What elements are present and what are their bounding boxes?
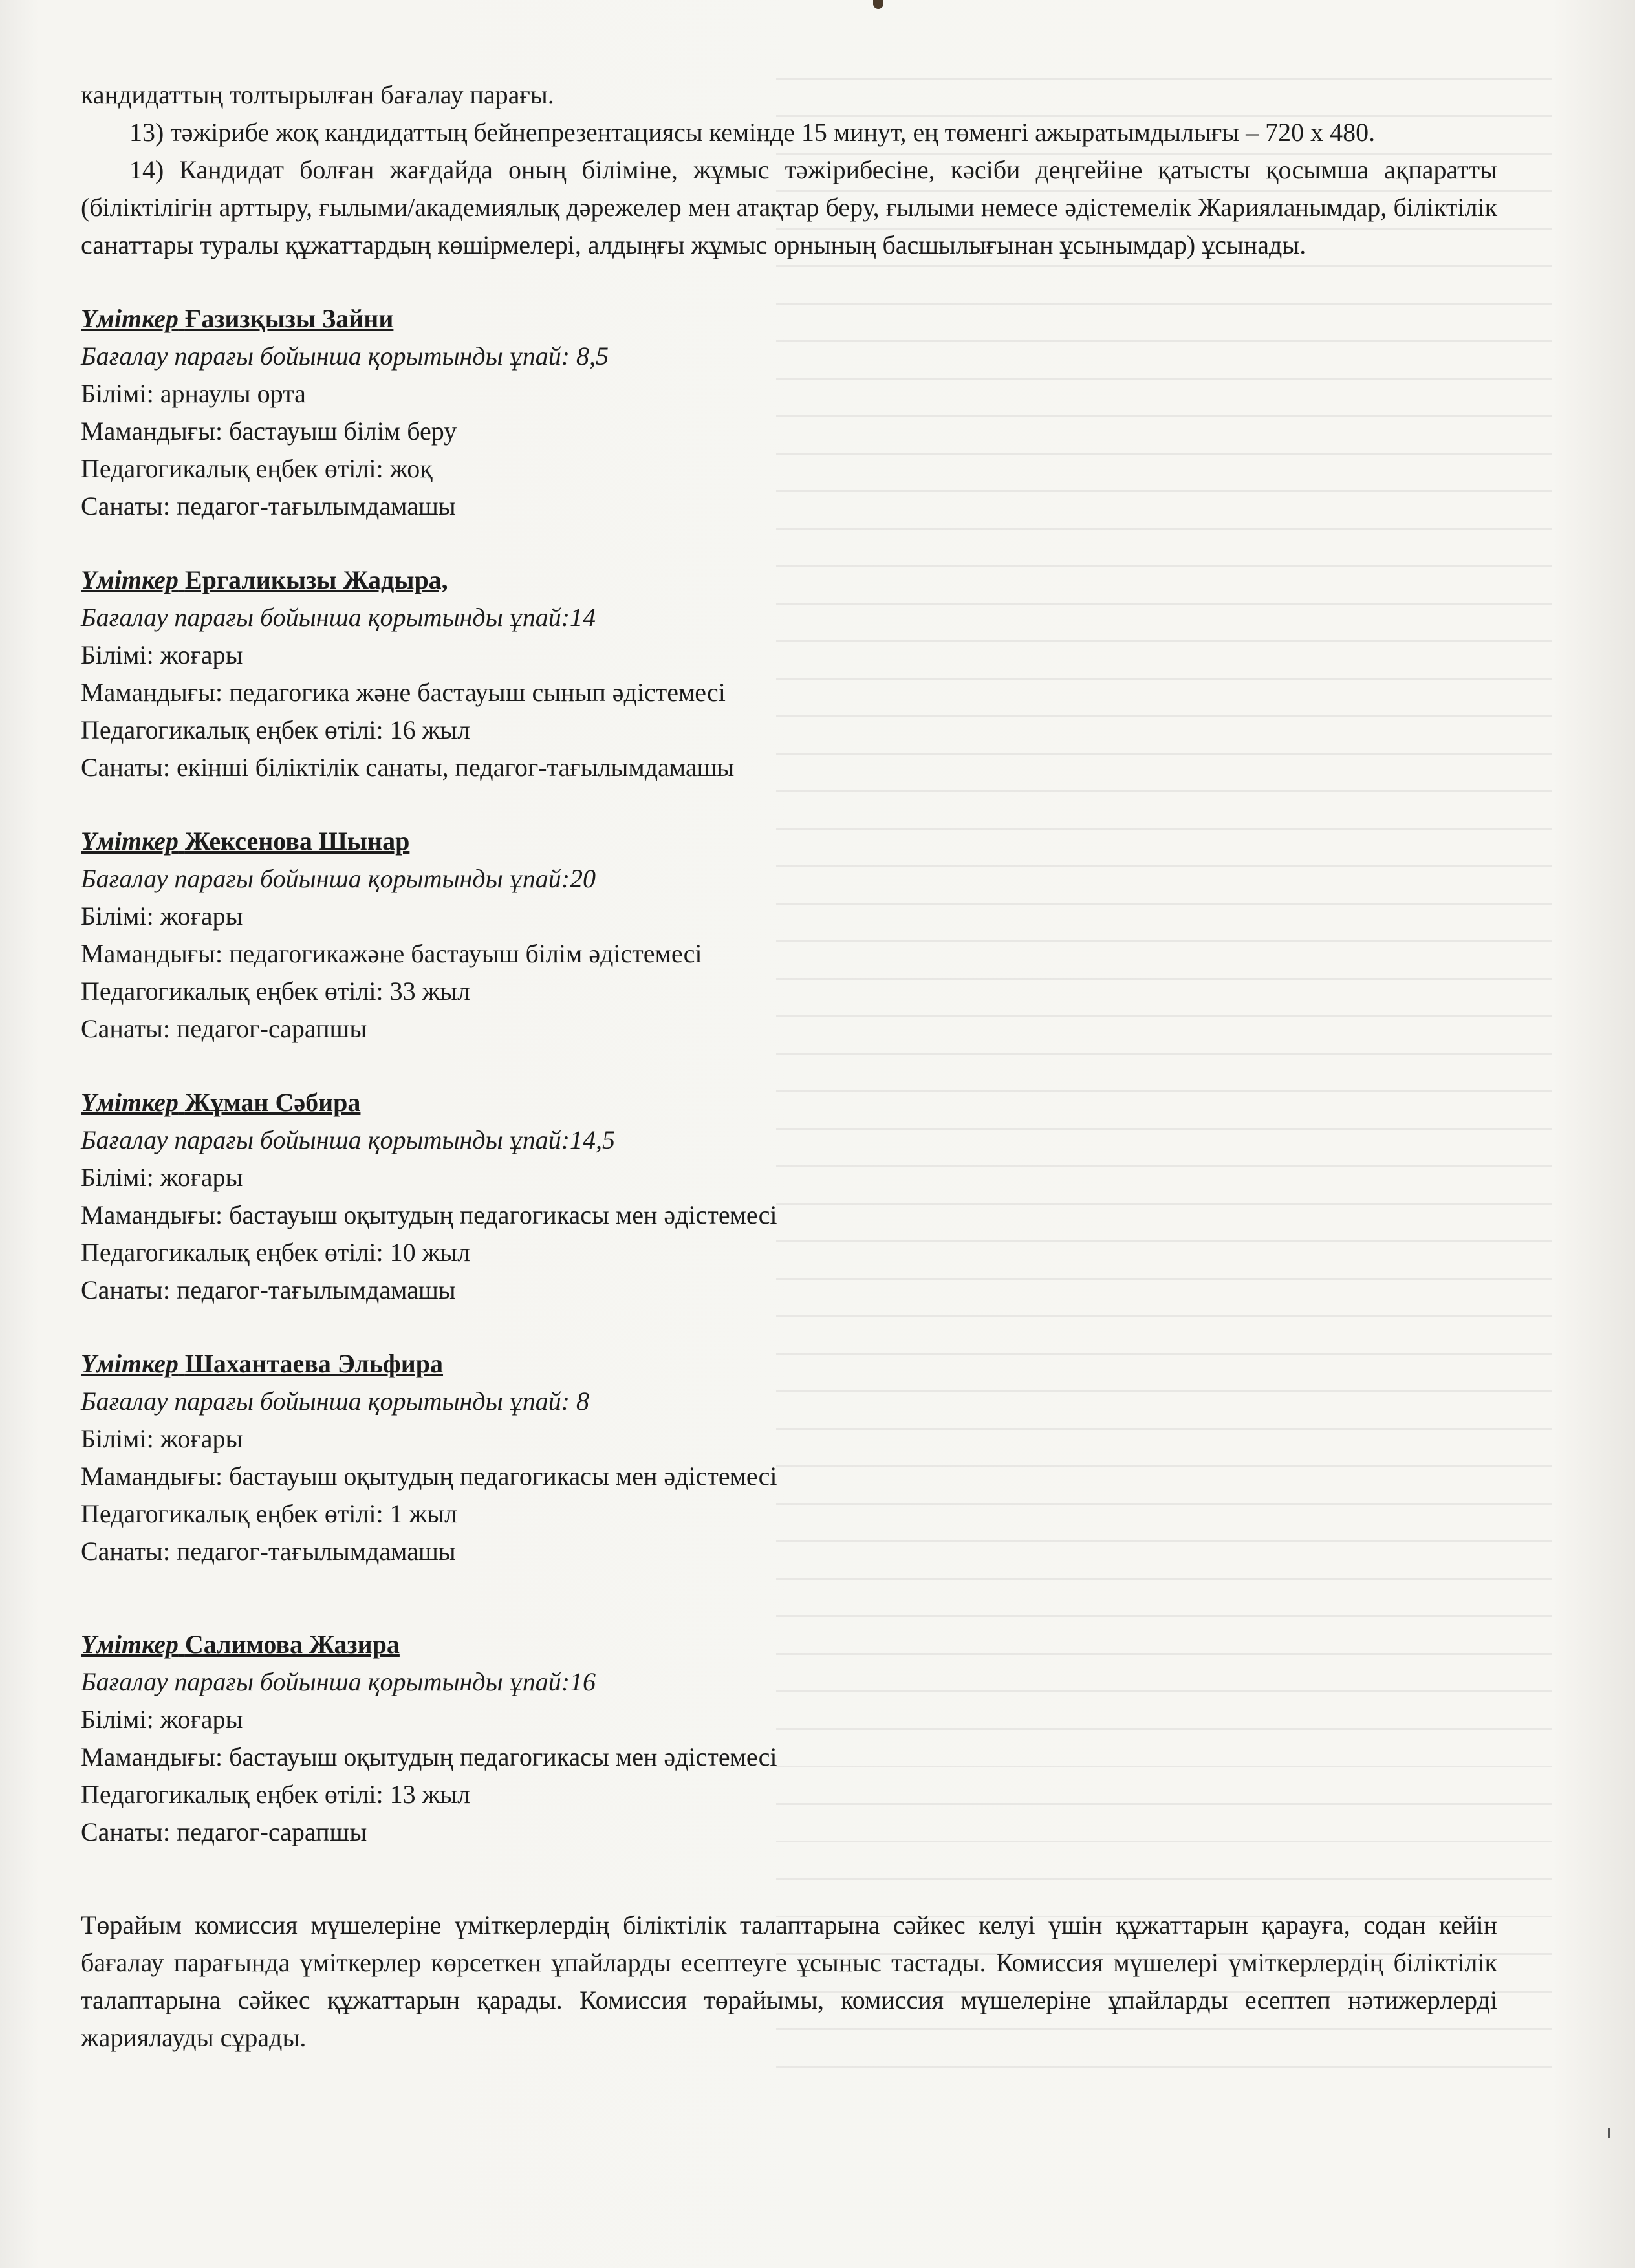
candidate-score: Бағалау парағы бойынша қорытынды ұпай:16 [81,1667,596,1696]
candidate-name: Ғазизқызы Зайни [184,304,394,333]
candidate-block [81,561,1497,786]
candidate-title [81,1345,1497,1383]
candidate-specialty: Мамандығы: бастауыш оқытудың педагогикасы мен әдістемесі [81,1742,777,1771]
candidate-title [81,1084,1497,1121]
candidate-block [81,1345,1497,1570]
item-14: 14) Кандидат болған жағдайда оның біліміне, жұмыс тәжірибесіне, кәсіби деңгейіне қатысты қосымша ақпаратты (біліктілігін арттыру, ғылыми/академиялық дәрежелер мен атақтар беру, ғылыми немесе әдістемелік Жарияланымдар, біліктілік санаттары туралы құжаттардың көшірмелері, алдыңғы жұмыс орнының басшылығынан ұсынымдар) ұсынады. [81,155,1497,259]
candidate-block [81,823,1497,1048]
candidate-category: Санаты: педагог-тағылымдамашы [81,1537,456,1566]
candidate-education: Білімі: арнаулы орта [81,379,306,408]
candidate-role: Үміткер [81,1349,179,1378]
candidate-specialty: Мамандығы: бастауыш оқытудың педагогикасы мен әдістемесі [81,1462,777,1491]
candidate-score: Бағалау парағы бойынша қорытынды ұпай:14 [81,603,596,632]
candidate-name: Ергаликызы Жадыра, [184,565,448,594]
candidate-block [81,1084,1497,1309]
candidate-education: Білімі: жоғары [81,640,243,669]
candidate-education: Білімі: жоғары [81,902,243,931]
item-13: 13) тәжірибе жоқ кандидаттың бейнепрезентациясы кемінде 15 минут, ең төменгі ажыратымдылығы – 720 х 480. [129,118,1376,147]
scan-edge-mark [1608,2128,1610,2138]
candidate-name: Шахантаева Эльфира [184,1349,444,1378]
candidate-title [81,561,1497,599]
candidate-name: Жұман Сәбира [184,1088,361,1117]
candidate-specialty: Мамандығы: педагогика және бастауыш сынып әдістемесі [81,678,726,707]
candidate-category: Санаты: педагог-сарапшы [81,1014,367,1043]
document-body [81,76,1497,2057]
candidate-category: Санаты: педагог-тағылымдамашы [81,1275,456,1304]
candidate-block [81,300,1497,525]
candidate-title [81,300,1497,338]
candidate-score: Бағалау парағы бойынша қорытынды ұпай: 8,5 [81,341,609,371]
scan-speck [873,0,883,9]
candidate-role: Үміткер [81,565,179,594]
candidate-name: Жексенова Шынар [184,826,410,856]
candidate-category: Санаты: екінші біліктілік санаты, педагог-тағылымдамашы [81,753,735,782]
candidate-specialty: Мамандығы: бастауыш білім беру [81,416,457,446]
candidate-education: Білімі: жоғары [81,1163,243,1192]
candidate-experience: Педагогикалық еңбек өтілі: 1 жыл [81,1499,458,1528]
intro-line: кандидаттың толтырылған бағалау парағы. [81,80,554,109]
candidate-education: Білімі: жоғары [81,1424,243,1453]
candidate-title [81,823,1497,860]
candidate-education: Білімі: жоғары [81,1705,243,1734]
candidate-experience: Педагогикалық еңбек өтілі: 33 жыл [81,977,471,1006]
candidate-role: Үміткер [81,1088,179,1117]
candidate-score: Бағалау парағы бойынша қорытынды ұпай:20 [81,864,596,893]
candidate-experience: Педагогикалық еңбек өтілі: 16 жыл [81,715,471,744]
candidate-specialty: Мамандығы: бастауыш оқытудың педагогикасы мен әдістемесі [81,1200,777,1229]
candidate-block [81,1626,1497,1851]
candidate-score: Бағалау парағы бойынша қорытынды ұпай: 8 [81,1387,590,1416]
candidate-score: Бағалау парағы бойынша қорытынды ұпай:14,5 [81,1125,616,1154]
candidate-name: Салимова Жазира [184,1630,400,1659]
candidate-category: Санаты: педагог-сарапшы [81,1817,367,1846]
candidate-experience: Педагогикалық еңбек өтілі: 10 жыл [81,1238,471,1267]
candidate-category: Санаты: педагог-тағылымдамашы [81,491,456,521]
candidate-title [81,1626,1497,1663]
candidate-experience: Педагогикалық еңбек өтілі: жоқ [81,454,433,483]
candidate-specialty: Мамандығы: педагогикажәне бастауыш білім әдістемесі [81,939,702,968]
candidate-role: Үміткер [81,304,179,333]
candidate-experience: Педагогикалық еңбек өтілі: 13 жыл [81,1780,471,1809]
conclusion-paragraph: Төрайым комиссия мүшелеріне үміткерлердің біліктілік талаптарына сәйкес келуі үшін құжаттарын қарауға, содан кейін бағалау парағында үміткерлер көрсеткен ұпайларды есептеуге ұсыныс тастады. Комиссия мүшелері үміткерлердің біліктілік талаптарына сәйкес құжаттарын қарады. Комиссия төрайымы, комиссия мүшелеріне ұпайларды есептеп нәтижерлерді жариялауды сұрады. [81,1910,1497,2052]
candidate-role: Үміткер [81,1630,179,1659]
candidate-role: Үміткер [81,826,179,856]
